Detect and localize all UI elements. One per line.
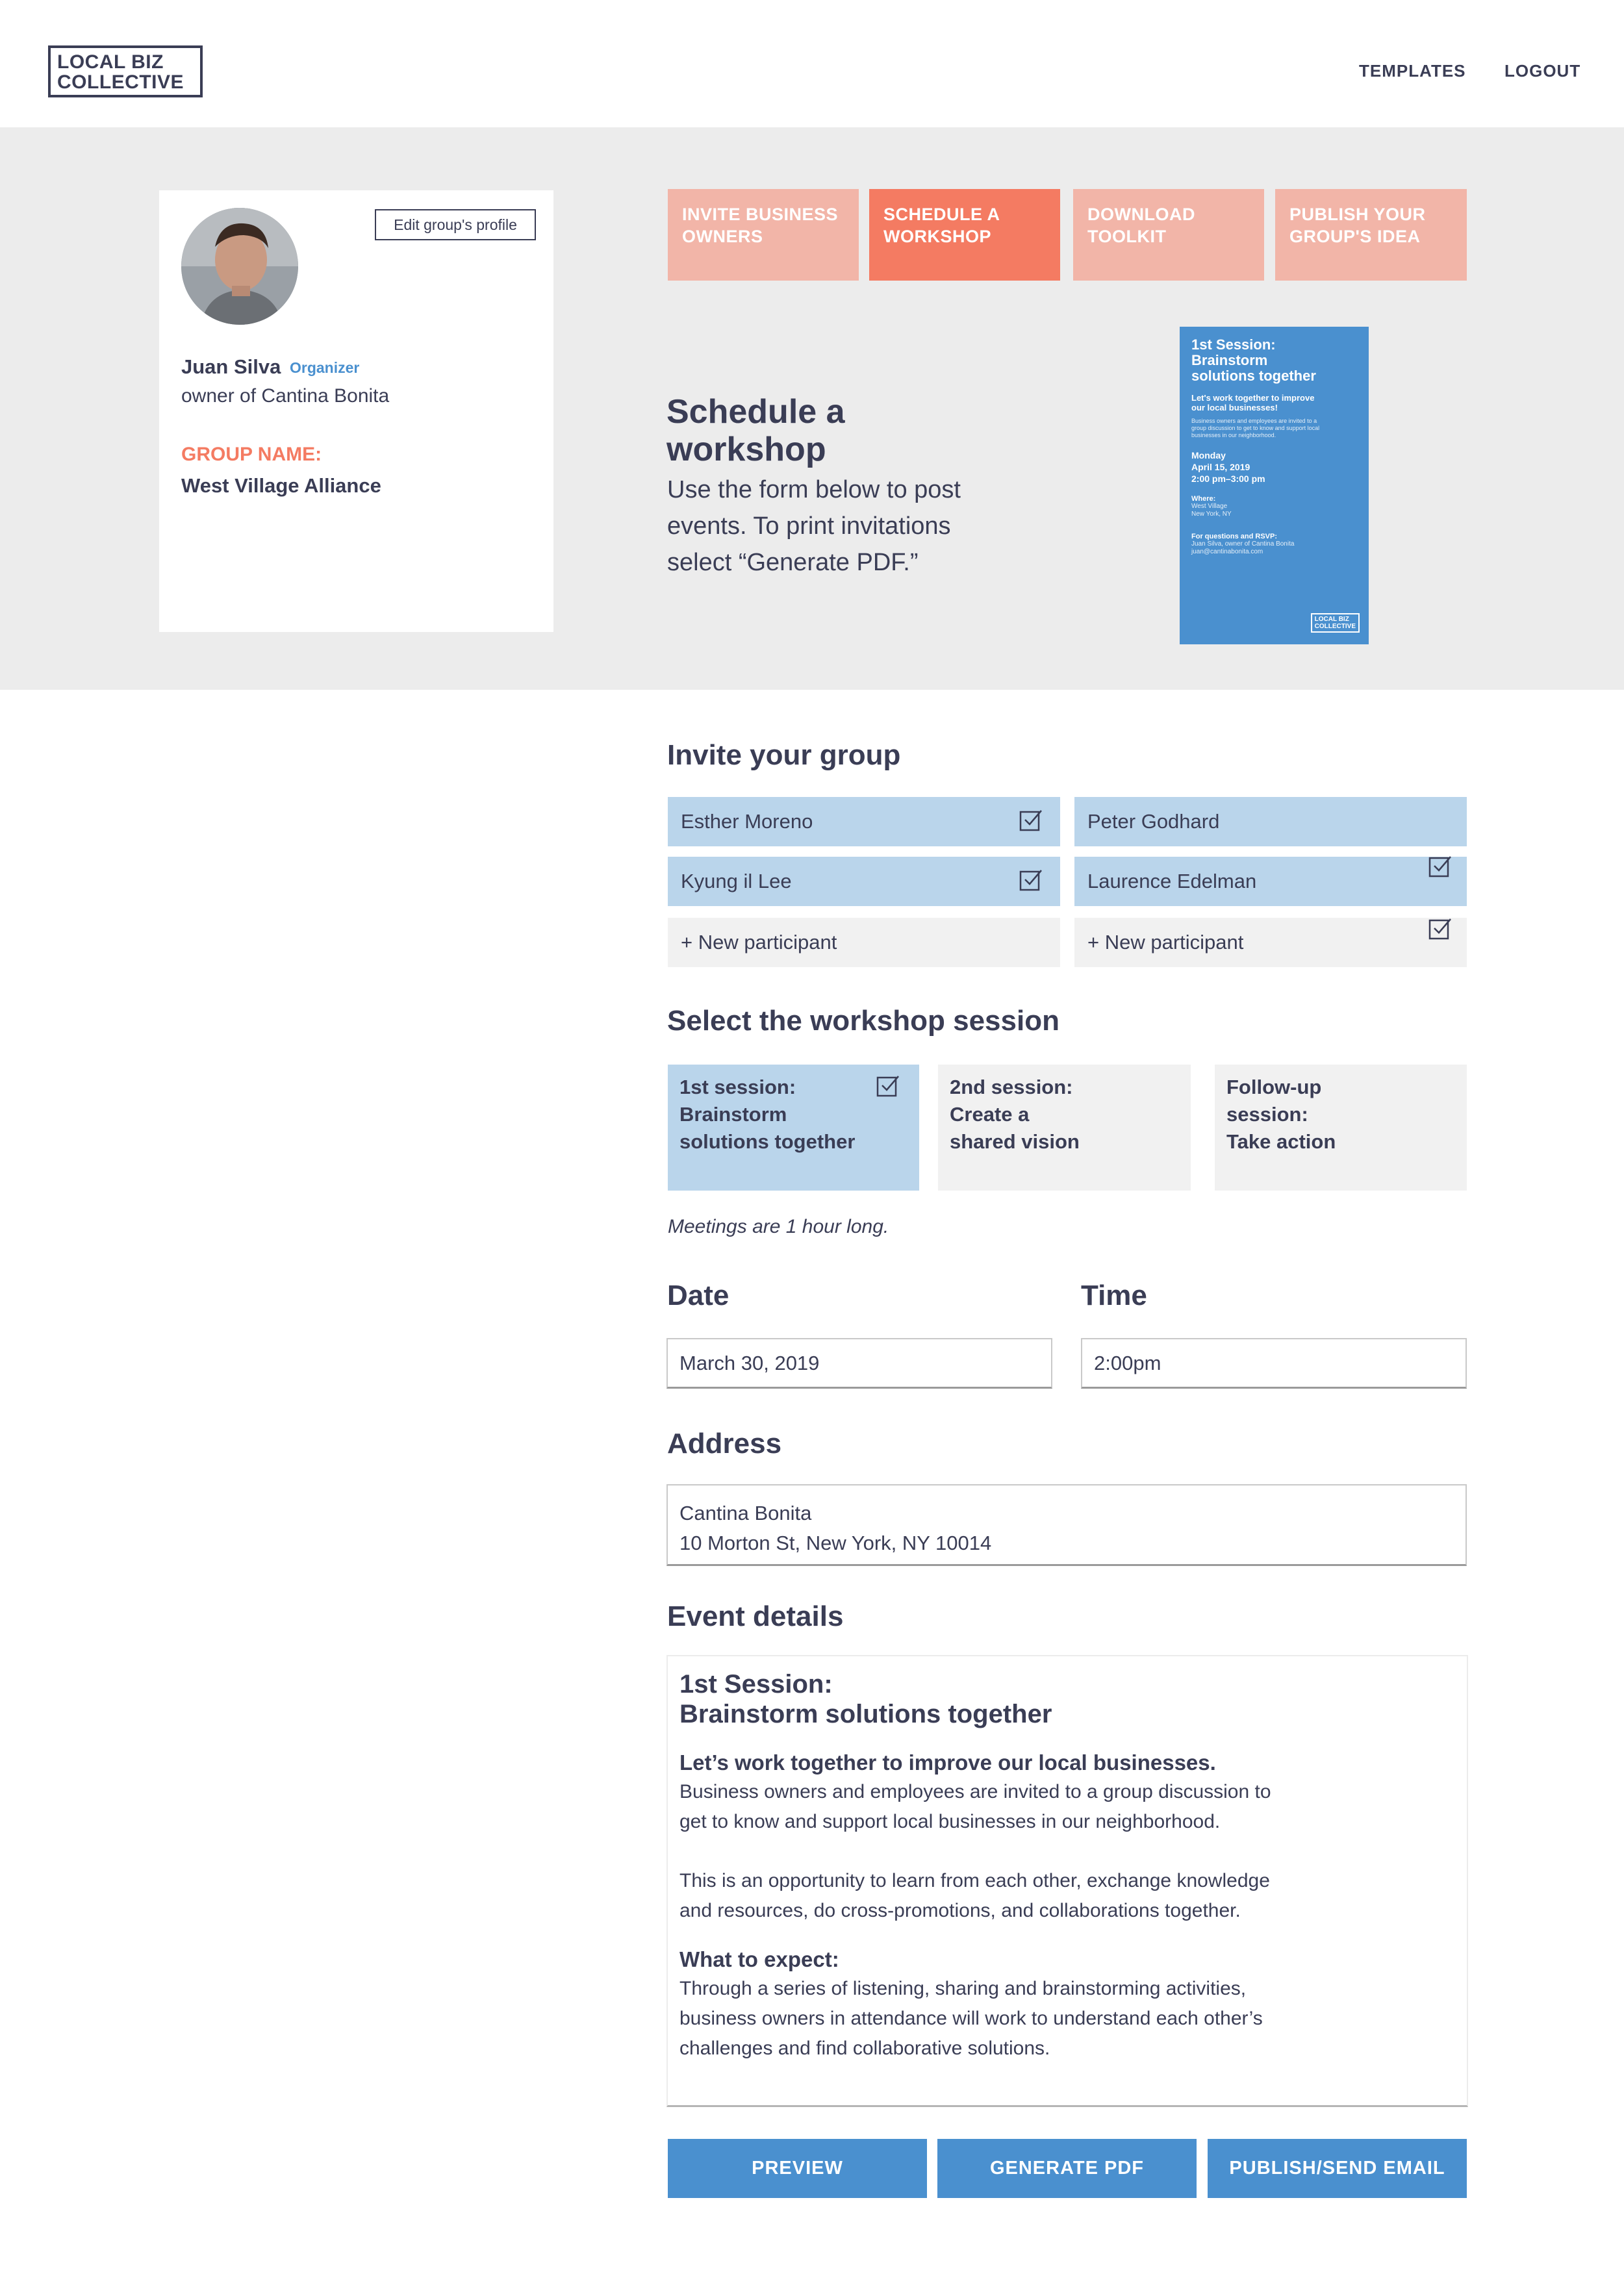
flyer-subtitle-line-2: our local businesses! bbox=[1191, 403, 1278, 412]
step-label-line-1: PUBLISH YOUR bbox=[1289, 205, 1426, 224]
flyer-body-line-1: Business owners and employees are invited to a bbox=[1191, 418, 1317, 424]
checkbox-checked-icon[interactable] bbox=[1019, 868, 1043, 892]
nav-logout-link[interactable]: LOGOUT bbox=[1504, 61, 1581, 81]
paragraph-line: This is an opportunity to learn from each other, exchange knowledge bbox=[679, 1870, 1270, 1891]
participant-name: + New participant bbox=[1087, 931, 1244, 954]
time-label: Time bbox=[1081, 1280, 1147, 1311]
paragraph-line: business owners in attendance will work to understand each other’s bbox=[679, 2008, 1263, 2029]
step-download-toolkit[interactable] bbox=[1073, 189, 1264, 281]
flyer-date bbox=[1191, 449, 1357, 485]
generate-pdf-button[interactable]: GENERATE PDF bbox=[937, 2139, 1197, 2198]
profile-card bbox=[159, 190, 553, 632]
event-title bbox=[679, 1669, 1455, 1729]
description-line-1: Use the form below to post bbox=[667, 476, 961, 503]
session-line-3: shared vision bbox=[950, 1130, 1080, 1153]
flyer-where-label: Where: bbox=[1191, 495, 1216, 503]
invite-group-heading: Invite your group bbox=[667, 739, 901, 771]
participant-name: Peter Godhard bbox=[1087, 810, 1220, 833]
checkbox-checked-icon[interactable] bbox=[1428, 854, 1453, 879]
paragraph-line: Through a series of listening, sharing and brainstorming activities, bbox=[679, 1978, 1247, 1999]
logo-line-2: COLLECTIVE bbox=[57, 71, 184, 93]
flyer-date-line-1: Monday bbox=[1191, 450, 1226, 461]
session-line-2: Create a bbox=[950, 1103, 1030, 1126]
step-label-line-2: OWNERS bbox=[682, 227, 763, 246]
event-details-textarea[interactable] bbox=[666, 1655, 1468, 2107]
flyer-questions-label: For questions and RSVP: bbox=[1191, 533, 1278, 540]
flyer-title-line-3: solutions together bbox=[1191, 368, 1316, 384]
participant-chip[interactable] bbox=[1074, 797, 1467, 846]
paragraph-line: get to know and support local businesses in our neighborhood. bbox=[679, 1811, 1221, 1832]
participant-chip[interactable] bbox=[668, 797, 1060, 846]
flyer-logo-line-2: COLLECTIVE bbox=[1314, 623, 1356, 630]
top-header bbox=[0, 0, 1624, 127]
session-line-2: session: bbox=[1226, 1103, 1308, 1126]
session-line-1: Follow-up bbox=[1226, 1076, 1322, 1098]
step-invite-business-owners[interactable] bbox=[668, 189, 859, 281]
session-option-2nd[interactable] bbox=[938, 1065, 1191, 1191]
description-line-3: select “Generate PDF.” bbox=[667, 549, 919, 576]
flyer-body-line-3: businesses in our neighborhood. bbox=[1191, 432, 1276, 438]
step-schedule-workshop[interactable] bbox=[869, 189, 1060, 281]
flyer-date-line-2: April 15, 2019 bbox=[1191, 462, 1250, 472]
flyer-logo bbox=[1311, 613, 1360, 633]
session-line-3: Take action bbox=[1226, 1130, 1336, 1153]
address-label: Address bbox=[667, 1428, 782, 1459]
page-title-line-2: workshop bbox=[666, 431, 826, 468]
participant-chip[interactable] bbox=[1074, 857, 1467, 906]
session-line-3: solutions together bbox=[679, 1130, 856, 1153]
paragraph-line: and resources, do cross-promotions, and collaborations together. bbox=[679, 1900, 1241, 1921]
page-description bbox=[667, 472, 1031, 581]
organizer-name: Juan Silva bbox=[181, 355, 281, 378]
organizer-role: Organizer bbox=[290, 359, 360, 376]
step-label-line-1: SCHEDULE A bbox=[883, 205, 1000, 224]
session-line-2: Brainstorm bbox=[679, 1103, 787, 1126]
preview-button[interactable]: PREVIEW bbox=[668, 2139, 927, 2198]
avatar bbox=[181, 208, 298, 325]
checkbox-checked-icon[interactable] bbox=[1428, 916, 1453, 941]
time-input[interactable]: 2:00pm bbox=[1081, 1338, 1467, 1389]
meeting-length-note: Meetings are 1 hour long. bbox=[668, 1216, 889, 1237]
flyer-body bbox=[1191, 418, 1357, 439]
flyer-title-line-1: 1st Session: bbox=[1191, 336, 1276, 353]
step-label-line-2: TOOLKIT bbox=[1087, 227, 1167, 246]
participant-name: Kyung il Lee bbox=[681, 870, 792, 892]
paragraph-line: challenges and find collaborative solutions. bbox=[679, 2038, 1050, 2059]
flyer-where-line-1: West Village bbox=[1191, 503, 1228, 510]
flyer-title bbox=[1191, 337, 1357, 384]
flyer-subtitle bbox=[1191, 393, 1357, 412]
participant-name: Laurence Edelman bbox=[1087, 870, 1257, 892]
session-heading: Select the workshop session bbox=[667, 1005, 1059, 1037]
session-option-1st[interactable] bbox=[668, 1065, 919, 1191]
event-paragraph-1 bbox=[679, 1777, 1368, 1837]
step-label-line-2: WORKSHOP bbox=[883, 227, 991, 246]
flyer-where bbox=[1191, 503, 1357, 518]
event-title-line-1: 1st Session: bbox=[679, 1670, 833, 1699]
organizer-business: owner of Cantina Bonita bbox=[181, 385, 390, 407]
step-label-line-2: GROUP'S IDEA bbox=[1289, 227, 1421, 246]
flyer-logo-line-1: LOCAL BIZ bbox=[1314, 616, 1349, 623]
flyer-questions bbox=[1191, 540, 1357, 556]
flyer-subtitle-line-1: Let's work together to improve bbox=[1191, 393, 1315, 403]
event-subheading: Let’s work together to improve our local businesses. bbox=[679, 1750, 1216, 1775]
edit-group-profile-button[interactable]: Edit group's profile bbox=[375, 209, 536, 240]
date-label: Date bbox=[667, 1280, 730, 1311]
paragraph-line: Business owners and employees are invited to a group discussion to bbox=[679, 1781, 1271, 1802]
event-paragraph-2 bbox=[679, 1866, 1368, 1926]
step-label-line-1: INVITE BUSINESS bbox=[682, 205, 839, 224]
checkbox-checked-icon[interactable] bbox=[876, 1074, 900, 1098]
flyer-questions-line-2: juan@cantinabonita.com bbox=[1191, 548, 1263, 555]
address-input[interactable] bbox=[666, 1484, 1467, 1566]
session-option-follow-up[interactable] bbox=[1215, 1065, 1467, 1191]
step-label-line-1: DOWNLOAD bbox=[1087, 205, 1195, 224]
checkbox-checked-icon[interactable] bbox=[1019, 808, 1043, 833]
group-name: West Village Alliance bbox=[181, 474, 381, 497]
new-participant-button[interactable] bbox=[668, 918, 1060, 967]
group-name-label: GROUP NAME: bbox=[181, 444, 322, 465]
flyer-date-line-3: 2:00 pm–3:00 pm bbox=[1191, 474, 1265, 484]
logo[interactable] bbox=[48, 45, 203, 97]
session-line-1: 1st session: bbox=[679, 1076, 796, 1098]
session-line-1: 2nd session: bbox=[950, 1076, 1073, 1098]
page-title bbox=[666, 393, 926, 468]
flyer-preview[interactable] bbox=[1180, 327, 1369, 644]
page-title-line-1: Schedule a bbox=[666, 393, 845, 431]
flyer-questions-line-1: Juan Silva, owner of Cantina Bonita bbox=[1191, 540, 1295, 548]
flyer-where-line-2: New York, NY bbox=[1191, 511, 1232, 518]
logo-line-1: LOCAL BIZ bbox=[57, 51, 164, 73]
date-input[interactable]: March 30, 2019 bbox=[666, 1338, 1052, 1389]
event-expect-heading: What to expect: bbox=[679, 1947, 839, 1971]
participant-name: + New participant bbox=[681, 931, 837, 954]
flyer-title-line-2: Brainstorm bbox=[1191, 352, 1268, 368]
nav-templates-link[interactable]: TEMPLATES bbox=[1359, 61, 1466, 81]
step-publish-group-idea[interactable] bbox=[1275, 189, 1467, 281]
description-line-2: events. To print invitations bbox=[667, 512, 951, 540]
flyer-body-line-2: group discussion to get to know and support local bbox=[1191, 425, 1320, 431]
participant-name: Esther Moreno bbox=[681, 810, 813, 833]
address-line-2: 10 Morton St, New York, NY 10014 bbox=[679, 1532, 992, 1554]
participant-chip[interactable] bbox=[668, 857, 1060, 906]
event-paragraph-3 bbox=[679, 1974, 1368, 2064]
event-details-heading: Event details bbox=[667, 1600, 844, 1632]
address-line-1: Cantina Bonita bbox=[679, 1502, 812, 1524]
new-participant-button[interactable] bbox=[1074, 918, 1467, 967]
event-title-line-2: Brainstorm solutions together bbox=[679, 1700, 1052, 1728]
publish-send-email-button[interactable]: PUBLISH/SEND EMAIL bbox=[1208, 2139, 1467, 2198]
